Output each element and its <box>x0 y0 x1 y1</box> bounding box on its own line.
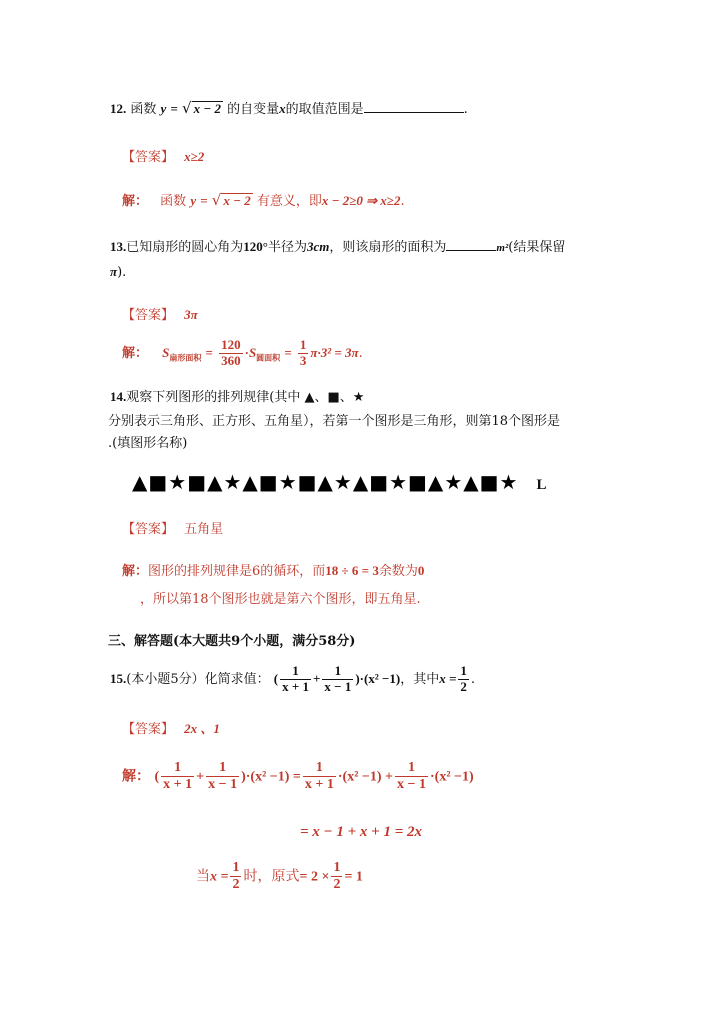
fraction: $\frac{1}{x - 1}$ <box>324 663 352 694</box>
fraction: $\frac{1}{x + 1}$ <box>304 760 334 793</box>
answer-15: 【答案】 2x 、1 <box>122 721 220 737</box>
fraction: $\frac{1}{2}$ <box>460 663 467 694</box>
fraction: $\frac{1}{x + 1}$ <box>163 760 193 793</box>
solution-14-line2: ，所以第18个图形也就是第六个图形，即五角星. <box>140 592 421 607</box>
question-14: 14.观察下列图形的排列规律(其中 ▲、■、★ <box>110 389 365 405</box>
question-14-line3: .(填图形名称) <box>108 436 188 451</box>
question-15: 15.(本小题5分）化简求值： ( $\frac{1}{x + 1}$ + $\frac{1}{x - 1}$ )·(x² −1)，其中x = $\frac{1}{2}$ . <box>110 663 476 694</box>
answer-blank <box>446 238 496 251</box>
question-13: 13.已知扇形的圆心角为120°半径为3cm，则该扇形的面积为 m²(结果保留 <box>110 239 566 255</box>
answer-label: 【答案】 <box>122 150 175 165</box>
solution-14: 解：图形的排列规律是6的循环，而18 ÷ 6 = 3余数为0 <box>122 563 425 579</box>
solution-label: 解： <box>122 564 149 579</box>
radical-sign-icon: √ <box>211 191 222 209</box>
fraction: $\frac{1}{2}$ <box>333 860 341 893</box>
answer-label: 【答案】 <box>122 722 175 737</box>
radical-sign-icon: √ <box>182 99 192 117</box>
question-12: 12. 函数 y = √ x − 2 的自变量x的取值范围是 . <box>110 99 468 117</box>
question-number: 14. <box>110 389 127 404</box>
solution-label: 解： <box>122 194 149 209</box>
section-title: 三、解答题(本大题共9个小题，满分58分) <box>108 634 356 649</box>
solution-13: 解： $S_{扇形面积}$ = $\frac{120}{360}$ $\cdot S_{圆面积}$ = $\frac{1}{3}$ π·3² = 3π. <box>122 337 363 368</box>
question-number: 15. <box>110 670 127 686</box>
shape-symbols-icon: ▲、■、★ <box>304 390 365 405</box>
shape-sequence <box>132 470 546 494</box>
answer-label: 【答案】 <box>122 522 175 537</box>
solution-label: 解： <box>122 768 150 785</box>
answer-14: 【答案】 五角星 <box>122 522 224 537</box>
question-number: 13. <box>110 239 127 254</box>
question-14-line2: 分别表示三角形、正方形、五角星），若第一个图形是三角形，则第18个图形是 <box>108 414 561 429</box>
question-number: 12. <box>110 101 127 116</box>
answer-blank <box>364 100 464 113</box>
fraction: $\frac{1}{x + 1}$ <box>282 663 309 694</box>
fraction: $\frac{120}{360}$ <box>221 337 241 368</box>
solution-12: 解： 函数 y = √ x − 2 有意义，即x − 2≥0 ⇒ x≥2. <box>122 191 405 209</box>
fraction: $\frac{1}{x - 1}$ <box>397 760 427 793</box>
ellipsis-mark: L <box>536 477 547 493</box>
fraction: $\frac{1}{2}$ <box>232 860 240 893</box>
fraction: $\frac{1}{3}$ <box>299 337 307 368</box>
solution-15-line2: = x − 1 + x + 1 = 2x <box>300 824 423 840</box>
solution-15: 解： ( $\frac{1}{x + 1}$ + $\frac{1}{x - 1}$ )·(x² −1) = $\frac{1}{x + 1}$ ·(x² −1) + $\frac{1}{x - 1}$ ·(x² −1) <box>122 760 474 793</box>
answer-13: 【答案】 3π <box>122 307 198 323</box>
solution-label: 解： <box>122 345 149 361</box>
question-13-cont: π). <box>110 264 127 280</box>
fraction: $\frac{1}{x - 1}$ <box>208 760 238 793</box>
answer-12: 【答案】 x≥2 <box>122 149 205 165</box>
answer-label: 【答案】 <box>122 308 175 323</box>
solution-15-line3: 当x = $\frac{1}{2}$ 时，原式= 2 × $\frac{1}{2}$ = 1 <box>196 860 363 893</box>
shape-sequence-icons: ▲■★■▲★▲■★■▲★▲■★■▲★▲■★ <box>132 470 519 494</box>
